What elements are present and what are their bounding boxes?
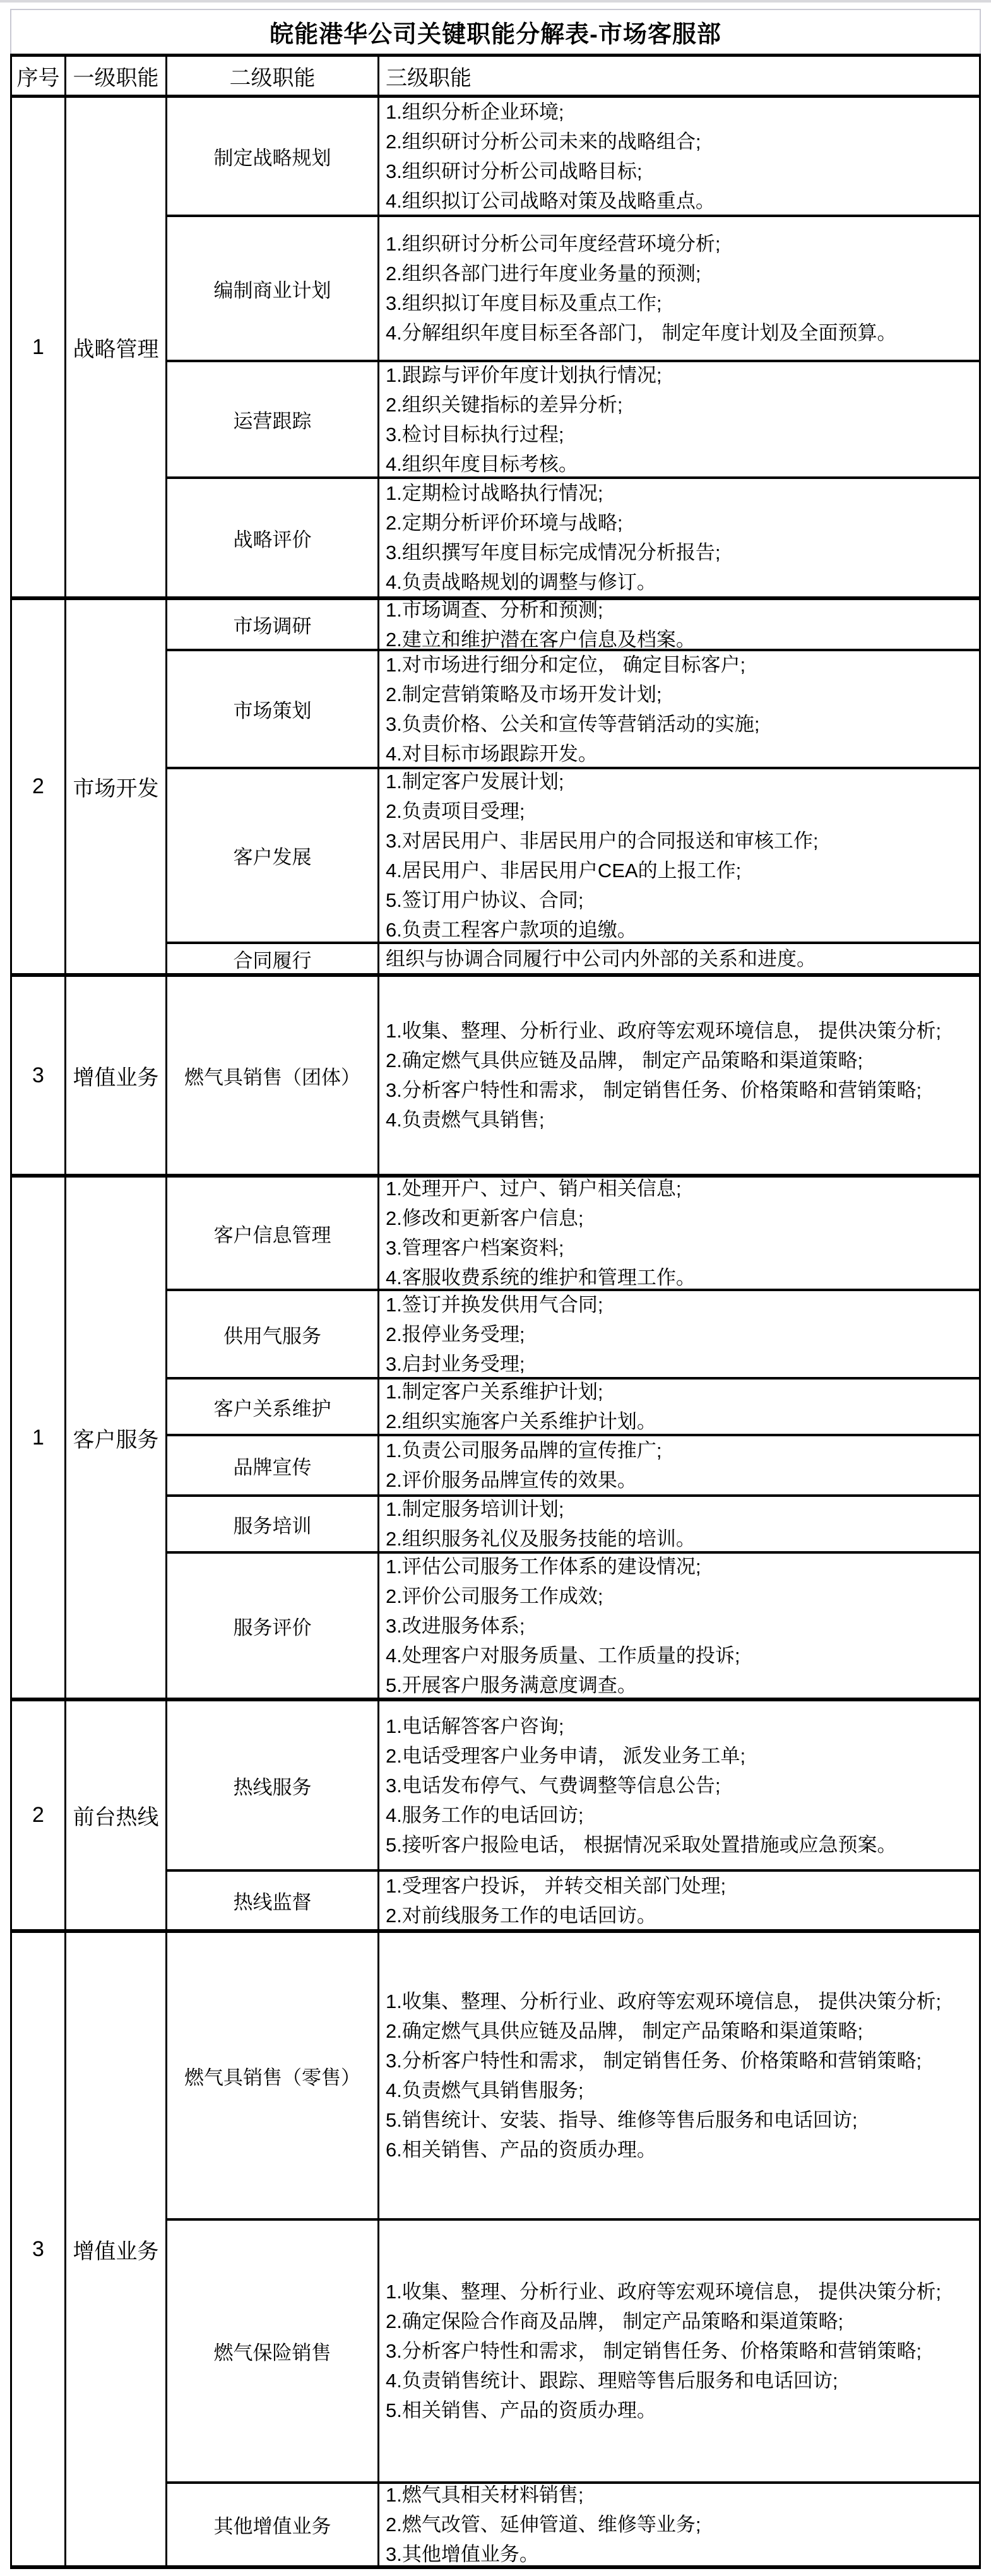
level2-function-cell: 其他增值业务: [167, 2484, 379, 2565]
function-group: [12, 596, 979, 973]
level3-function-cell: [379, 1380, 979, 1434]
table-row: [167, 977, 979, 1174]
level3-function-cell: [379, 651, 979, 767]
level3-function-cell: [379, 944, 979, 973]
level1-function-cell: 市场开发: [66, 600, 167, 973]
function-item: 2.燃气改管、延伸管道、维修等业务;: [386, 2514, 701, 2536]
function-item: 2.负责项目受理;: [386, 800, 525, 822]
function-item: 2.评价服务品牌宣传的效果。: [386, 1469, 637, 1491]
level2-function-cell: 客户信息管理: [167, 1178, 379, 1289]
function-item: 1.组织研讨分析公司年度经营环境分析;: [386, 233, 721, 255]
level2-function-cell: 供用气服务: [167, 1291, 379, 1377]
function-item: 4.组织年度目标考核。: [386, 452, 578, 475]
function-item: 5.签订用户协议、合同;: [386, 889, 584, 911]
table-row: [167, 1377, 979, 1434]
function-item: 2.报停业务受理;: [386, 1323, 525, 1345]
function-group: [12, 1929, 979, 2565]
function-item: 3.对居民用户、非居民用户的合同报送和审核工作;: [386, 829, 819, 852]
level2-function-cell: 热线服务: [167, 1701, 379, 1869]
function-item: 1.收集、整理、分析行业、政府等宏观环境信息， 提供决策分析;: [386, 1020, 942, 1042]
level3-function-cell: [379, 1554, 979, 1698]
level3-function-cell: [379, 600, 979, 649]
level2-function-cell: 热线监督: [167, 1872, 379, 1929]
table-row: [167, 1933, 979, 2218]
function-item: 2.组织各部门进行年度业务量的预测;: [386, 263, 701, 285]
table-row: [167, 600, 979, 649]
function-item: 1.电话解答客户咨询;: [386, 1715, 564, 1737]
level2-function-cell: 合同履行: [167, 944, 379, 973]
function-item: 2.组织关键指标的差异分析;: [386, 393, 623, 416]
header-level1-function: 一级职能: [66, 57, 167, 95]
function-item: 6.负责工程客户款项的追缴。: [386, 918, 637, 941]
function-item: 2.确定燃气具供应链及品牌， 制定产品策略和渠道策略;: [386, 2020, 863, 2042]
level2-rows: [167, 1701, 979, 1929]
function-item: 4.负责战略规划的调整与修订。: [386, 571, 656, 593]
table-grid: [10, 54, 981, 2569]
function-item: 2.组织实施客户关系维护计划。: [386, 1410, 656, 1433]
function-item: 6.相关销售、产品的资质办理。: [386, 2139, 656, 2161]
level3-function-cell: [379, 2221, 979, 2481]
table-row: [167, 1551, 979, 1698]
level2-rows: [167, 977, 979, 1174]
table-row: [167, 1869, 979, 1929]
table-row: [167, 98, 979, 215]
function-item: 3.分析客户特性和需求， 制定销售任务、价格策略和营销策略;: [386, 2340, 922, 2362]
function-item: 2.建立和维护潜在客户信息及档案。: [386, 628, 696, 651]
level3-function-cell: [379, 1701, 979, 1869]
level2-function-cell: 服务培训: [167, 1497, 379, 1551]
level1-function-cell: 增值业务: [66, 977, 167, 1174]
header-level2-function: 二级职能: [167, 57, 379, 95]
function-item: 4.处理客户对服务质量、工作质量的投诉;: [386, 1644, 740, 1667]
table-title: 皖能港华公司关键职能分解表-市场客服部: [10, 9, 981, 54]
level2-function-cell: 编制商业计划: [167, 217, 379, 360]
function-item: 2.定期分析评价环境与战略;: [386, 512, 623, 534]
function-item: 2.组织研讨分析公司未来的战略组合;: [386, 130, 701, 153]
function-group: [12, 1698, 979, 1929]
function-item: 1.定期检讨战略执行情况;: [386, 482, 603, 504]
function-item: 4.负责燃气具销售服务;: [386, 2079, 584, 2101]
level2-function-cell: 客户关系维护: [167, 1380, 379, 1434]
function-item: 4.对目标市场跟踪开发。: [386, 742, 598, 765]
level3-function-cell: [379, 98, 979, 215]
table-row: [167, 1178, 979, 1289]
table-row: [167, 215, 979, 360]
level3-function-cell: [379, 362, 979, 476]
table-row: [167, 942, 979, 973]
function-item: 3.其他增值业务。: [386, 2543, 539, 2565]
table-row: [167, 2218, 979, 2481]
function-item: 1.评估公司服务工作体系的建设情况;: [386, 1555, 701, 1578]
level1-function-cell: 前台热线: [66, 1701, 167, 1929]
function-item: 1.制定客户关系维护计划;: [386, 1381, 603, 1403]
level2-function-cell: 服务评价: [167, 1554, 379, 1698]
function-item: 4.客服收费系统的维护和管理工作。: [386, 1267, 696, 1289]
level2-function-cell: 战略评价: [167, 479, 379, 596]
function-item: 5.接听客户报险电话， 根据情况采取处置措施或应急预案。: [386, 1833, 897, 1856]
level3-function-cell: [379, 479, 979, 596]
function-item: 3.电话发布停气、气费调整等信息公告;: [386, 1774, 721, 1797]
function-item: 4.负责燃气具销售;: [386, 1109, 545, 1131]
serial-number-cell: 2: [12, 1701, 66, 1929]
header-level3-function: 三级职能: [386, 66, 472, 90]
level2-function-cell: 运营跟踪: [167, 362, 379, 476]
level2-rows: [167, 1933, 979, 2565]
function-item: 3.启封业务受理;: [386, 1352, 525, 1375]
function-item: 1.组织分析企业环境;: [386, 100, 564, 123]
level1-function-cell: 增值业务: [66, 1933, 167, 2565]
table-body: [12, 98, 979, 2565]
table-row: [167, 1494, 979, 1551]
level2-function-cell: 制定战略规划: [167, 98, 379, 215]
serial-number-cell: 1: [12, 98, 66, 596]
level2-function-cell: 客户发展: [167, 769, 379, 942]
function-item: 组织与协调合同履行中公司内外部的关系和进度。: [386, 947, 816, 970]
level2-function-cell: 品牌宣传: [167, 1436, 379, 1494]
table-row: [167, 476, 979, 596]
function-group: [12, 1174, 979, 1698]
level3-function-cell: [379, 1872, 979, 1929]
function-item: 1.对市场进行细分和定位， 确定目标客户;: [386, 653, 746, 676]
function-item: 3.组织拟订年度目标及重点工作;: [386, 292, 662, 314]
function-item: 1.制定客户发展计划;: [386, 770, 564, 793]
level3-function-cell: [379, 769, 979, 942]
function-item: 3.组织研讨分析公司战略目标;: [386, 160, 643, 182]
function-item: 1.签订并换发供用气合同;: [386, 1293, 603, 1316]
function-item: 2.评价公司服务工作成效;: [386, 1585, 603, 1607]
function-item: 1.收集、整理、分析行业、政府等宏观环境信息， 提供决策分析;: [386, 2281, 942, 2303]
table-row: [167, 1701, 979, 1869]
function-item: 2.修改和更新客户信息;: [386, 1207, 584, 1229]
level3-function-cell: [379, 2484, 979, 2565]
function-item: 1.跟踪与评价年度计划执行情况;: [386, 363, 662, 386]
serial-number-cell: 3: [12, 977, 66, 1174]
function-item: 4.负责销售统计、跟踪、理赔等售后服务和电话回访;: [386, 2370, 838, 2392]
function-item: 2.电话受理客户业务申请， 派发业务工单;: [386, 1744, 746, 1767]
level2-function-cell: 市场调研: [167, 600, 379, 649]
function-item: 5.相关销售、产品的资质办理。: [386, 2399, 656, 2421]
level3-function-cell: [379, 1497, 979, 1551]
level2-rows: [167, 1178, 979, 1698]
table-header-row: [12, 57, 979, 98]
level1-function-cell: 战略管理: [66, 98, 167, 596]
level2-function-cell: 燃气具销售（零售）: [167, 1933, 379, 2218]
header-serial-number: 序号: [12, 57, 66, 95]
level2-function-cell: 燃气具销售（团体）: [167, 977, 379, 1174]
level2-rows: [167, 98, 979, 596]
serial-number-cell: 3: [12, 1933, 66, 2565]
function-table: [10, 9, 981, 2569]
function-group: [12, 98, 979, 596]
function-item: 1.燃气具相关材料销售;: [386, 2484, 584, 2506]
table-row: [167, 767, 979, 942]
table-row: [167, 2481, 979, 2565]
function-item: 3.分析客户特性和需求， 制定销售任务、价格策略和营销策略;: [386, 1079, 922, 1101]
serial-number-cell: 2: [12, 600, 66, 973]
function-item: 1.处理开户、过户、销户相关信息;: [386, 1178, 682, 1200]
function-item: 4.组织拟订公司战略对策及战略重点。: [386, 189, 715, 212]
page-top-strip: [0, 0, 991, 3]
function-item: 4.居民用户、非居民用户CEA的上报工作;: [386, 859, 742, 882]
function-item: 3.管理客户档案资料;: [386, 1237, 564, 1259]
function-item: 3.负责价格、公关和宣传等营销活动的实施;: [386, 712, 760, 735]
level3-function-cell: [379, 217, 979, 360]
function-group: [12, 973, 979, 1174]
table-row: [167, 1289, 979, 1377]
table-row: [167, 649, 979, 767]
function-item: 2.对前线服务工作的电话回访。: [386, 1904, 656, 1927]
function-item: 1.收集、整理、分析行业、政府等宏观环境信息， 提供决策分析;: [386, 1990, 942, 2012]
function-item: 5.销售统计、安装、指导、维修等售后服务和电话回访;: [386, 2109, 858, 2131]
function-item: 3.改进服务体系;: [386, 1614, 525, 1637]
function-item: 1.制定服务培训计划;: [386, 1498, 564, 1520]
level2-rows: [167, 600, 979, 973]
function-item: 3.检讨目标执行过程;: [386, 423, 564, 446]
level3-function-cell: [379, 977, 979, 1174]
function-item: 1.受理客户投诉， 并转交相关部门处理;: [386, 1874, 727, 1897]
level2-function-cell: 市场策划: [167, 651, 379, 767]
level2-function-cell: 燃气保险销售: [167, 2221, 379, 2481]
function-item: 3.分析客户特性和需求， 制定销售任务、价格策略和营销策略;: [386, 2050, 922, 2072]
level3-function-cell: [379, 1291, 979, 1377]
table-row: [167, 1434, 979, 1494]
level3-function-cell: [379, 1933, 979, 2218]
function-item: 2.确定燃气具供应链及品牌， 制定产品策略和渠道策略;: [386, 1049, 863, 1072]
function-item: 4.服务工作的电话回访;: [386, 1804, 584, 1826]
level3-function-cell: [379, 1178, 979, 1289]
function-item: 3.组织撰写年度目标完成情况分析报告;: [386, 541, 721, 564]
table-row: [167, 360, 979, 476]
function-item: 1.负责公司服务品牌的宣传推广;: [386, 1439, 662, 1462]
function-item: 4.分解组织年度目标至各部门， 制定年度计划及全面预算。: [386, 322, 897, 344]
function-item: 2.确定保险合作商及品牌， 制定产品策略和渠道策略;: [386, 2310, 844, 2332]
function-item: 2.制定营销策略及市场开发计划;: [386, 683, 662, 706]
level1-function-cell: 客户服务: [66, 1178, 167, 1698]
function-item: 1.市场调查、分析和预测;: [386, 598, 603, 621]
function-item: 2.组织服务礼仪及服务技能的培训。: [386, 1528, 696, 1550]
serial-number-cell: 1: [12, 1178, 66, 1698]
level3-function-cell: [379, 1436, 979, 1494]
function-item: 5.开展客户服务满意度调查。: [386, 1674, 637, 1696]
